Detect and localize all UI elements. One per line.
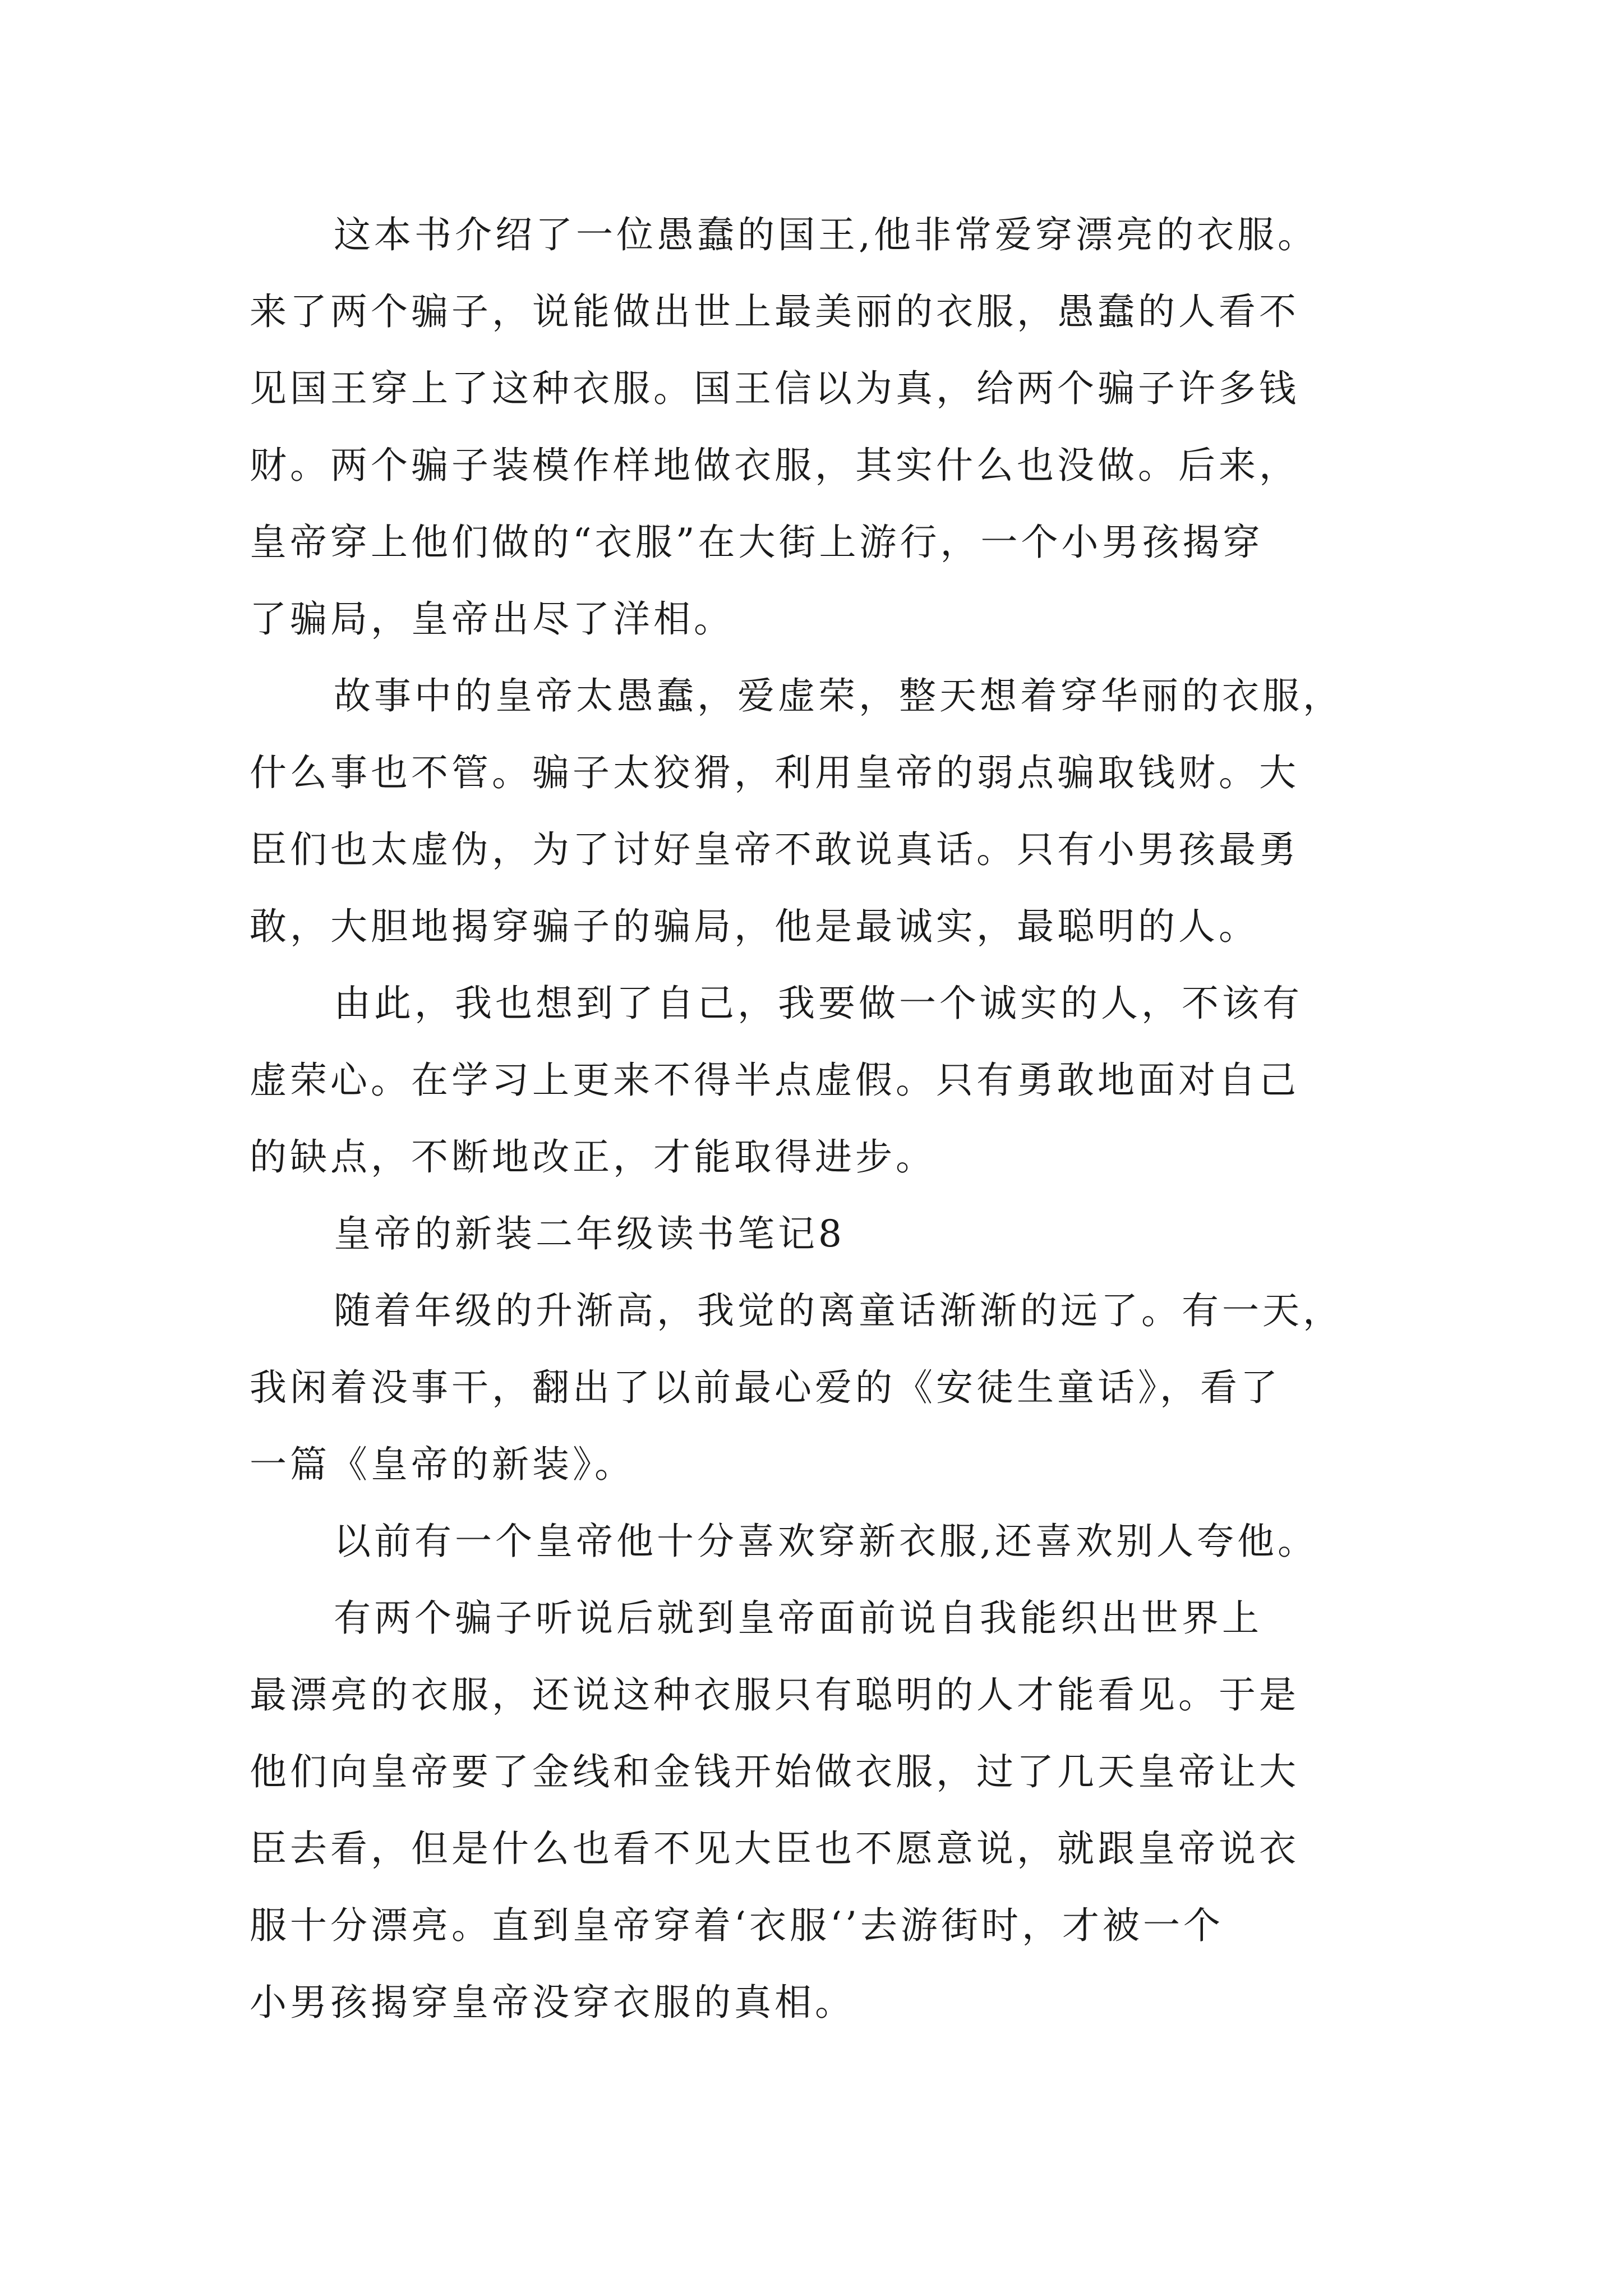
document-body (250, 196, 1399, 2041)
paragraph-swindlers (250, 1580, 1399, 2041)
text-line: 由此，我也想到了自己，我要做一个诚实的人，不该有 (334, 982, 1303, 1025)
text-line: 有两个骗子听说后就到皇帝面前说自我能织出世界上 (334, 1596, 1262, 1640)
text-line: 一篇《皇帝的新装》。 (250, 1443, 635, 1486)
text-line: 臣们也太虚伪，为了讨好皇帝不敢说真话。只有小男孩最勇 (250, 828, 1299, 871)
heading-line: 皇帝的新装二年级读书笔记8 (334, 1212, 845, 1255)
paragraph-story-summary (250, 196, 1399, 657)
text-line: 的缺点，不断地改正，才能取得进步。 (250, 1135, 936, 1179)
text-line: 见国王穿上了这种衣服。国王信以为真，给两个骗子许多钱 (250, 367, 1299, 410)
text-line: 服十分漂亮。直到皇帝穿着‘衣服‘’去游街时，才被一个 (250, 1904, 1224, 1947)
paragraph-character-analysis (250, 657, 1399, 965)
text-line: 虚荣心。在学习上更来不得半点虚假。只有勇敢地面对自己 (250, 1059, 1299, 1102)
text-line: 敢，大胆地揭穿骗子的骗局，他是最诚实，最聪明的人。 (250, 905, 1259, 948)
text-line: 了骗局，皇帝出尽了洋相。 (250, 597, 734, 641)
text-line: 财。两个骗子装模作样地做衣服，其实什么也没做。后来， (250, 444, 1299, 487)
text-line: 以前有一个皇帝他十分喜欢穿新衣服,还喜欢别人夸他。 (334, 1520, 1318, 1563)
paragraph-self-reflection (250, 965, 1399, 1195)
text-line: 臣去看，但是什么也看不见大臣也不愿意说，就跟皇帝说衣 (250, 1827, 1299, 1870)
section-heading (250, 1195, 1399, 1272)
text-line: 来了两个骗子，说能做出世上最美丽的衣服，愚蠢的人看不 (250, 290, 1299, 333)
text-line: 随着年级的升渐高，我觉的离童话渐渐的远了。有一天， (334, 1289, 1343, 1332)
text-line: 我闲着没事干，翻出了以前最心爱的《安徒生童话》，看了 (250, 1366, 1281, 1409)
text-line: 最漂亮的衣服，还说这种衣服只有聪明的人才能看见。于是 (250, 1673, 1299, 1717)
text-line: 故事中的皇帝太愚蠢，爱虚荣，整天想着穿华丽的衣服， (334, 674, 1343, 717)
text-line: 什么事也不管。骗子太狡猾，利用皇帝的弱点骗取钱财。大 (250, 751, 1299, 794)
text-line: 这本书介绍了一位愚蠢的国王,他非常爱穿漂亮的衣服。 (334, 213, 1318, 256)
text-line: 他们向皇帝要了金线和金钱开始做衣服，过了几天皇帝让大 (250, 1750, 1299, 1793)
paragraph-introduction (250, 1272, 1399, 1503)
text-line: 小男孩揭穿皇帝没穿衣服的真相。 (250, 1981, 855, 2024)
paragraph-emperor (250, 1503, 1399, 1580)
text-line: 皇帝穿上他们做的“衣服”在大街上游行，一个小男孩揭穿 (250, 521, 1264, 564)
